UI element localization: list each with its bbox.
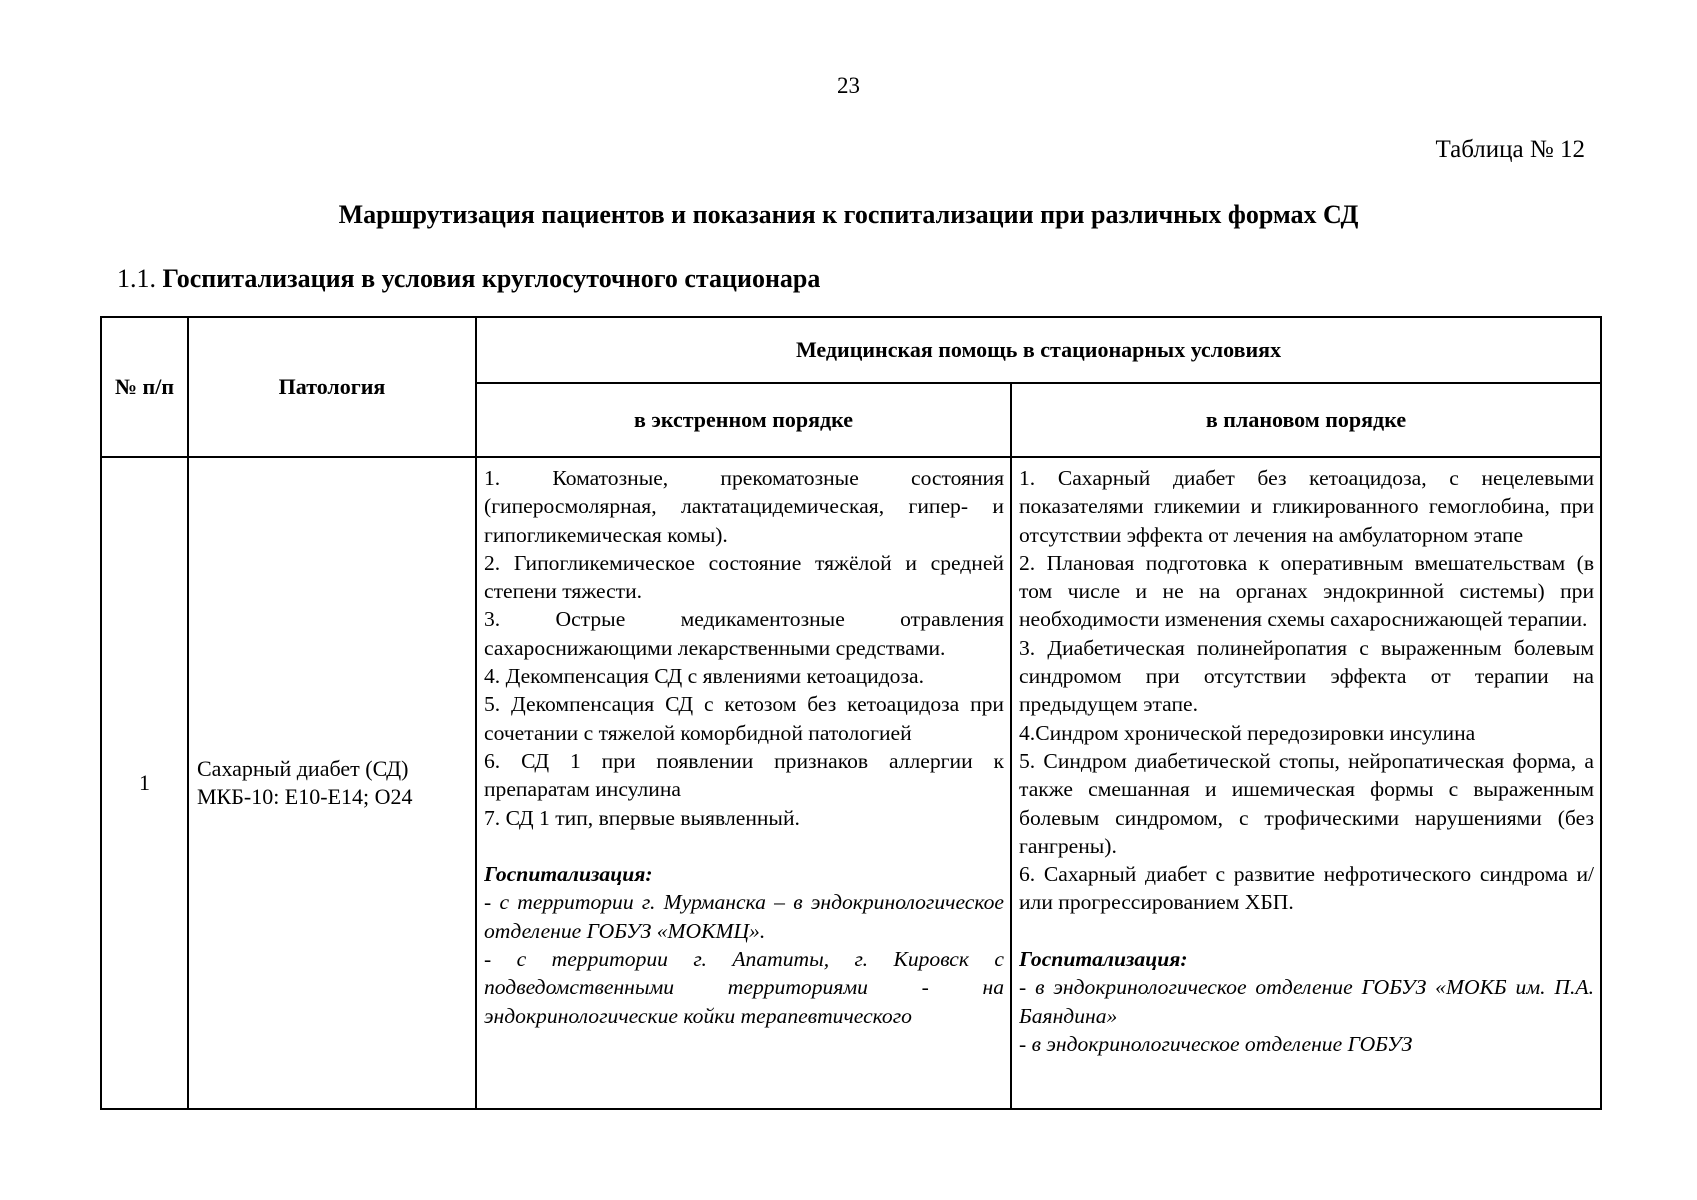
planned-item: 4.Синдром хронической передозировки инсулина [1019, 720, 1476, 745]
table-label: Таблица № 12 [1435, 136, 1585, 163]
emergency-hospitalization-label: Госпитализация: [484, 862, 653, 887]
planned-item: 2. Плановая подготовка к оперативным вмешательствам (в том числе и не на органах эндокринной системы) при необходимости изменения схемы сахароснижающей терапии. [1019, 550, 1595, 632]
section-title: Госпитализация в условия круглосуточного стационара [162, 264, 821, 293]
header-care: Медицинская помощь в стационарных условиях [476, 317, 1601, 383]
table-row [101, 457, 1601, 1109]
section-heading [117, 264, 820, 294]
planned-item: 5. Синдром диабетической стопы, нейропатическая форма, а также смешанная и ишемическая формы с выраженным болевым синдромом, с трофическими нарушениями (без гангрены). [1019, 748, 1595, 858]
emergency-hospitalization-item: - с территории г. Апатиты, г. Кировск с подведомственными территориями - на эндокринологические койки терапевтического [484, 947, 1004, 1028]
planned-cell [1011, 457, 1601, 1109]
emergency-cell [476, 457, 1011, 1109]
emergency-item: 6. СД 1 при появлении признаков аллергии к препаратам инсулина [484, 748, 1004, 802]
header-emergency: в экстренном порядке [476, 383, 1011, 457]
document-title: Маршрутизация пациентов и показания к госпитализации при различных формах СД [338, 200, 1359, 229]
row-pathology [188, 457, 476, 1109]
emergency-item: 1. Коматозные, прекоматозные состояния (гиперосмолярная, лактатацидемическая, гипер- и гипогликемическая комы). [484, 466, 1004, 547]
page-number: 23 [837, 73, 860, 98]
emergency-item: 5. Декомпенсация СД с кетозом без кетоацидоза при сочетании с тяжелой коморбидной патологией [484, 692, 1004, 745]
row-number: 1 [101, 457, 188, 1109]
emergency-item: 2. Гипогликемическое состояние тяжёлой и средней степени тяжести. [484, 550, 1004, 604]
emergency-item: 7. СД 1 тип, впервые выявленный. [484, 805, 800, 830]
planned-item: 6. Сахарный диабет с развитие нефротического синдрома и/или прогрессированием ХБП. [1019, 862, 1595, 915]
header-planned: в плановом порядке [1011, 383, 1601, 457]
planned-hospitalization-item: - в эндокринологическое отделение ГОБУЗ [1019, 1031, 1413, 1056]
header-pathology: Патология [188, 317, 476, 457]
pathology-name: Сахарный диабет (СД) [197, 756, 409, 781]
planned-hospitalization-item: - в эндокринологическое отделение ГОБУЗ «МОКБ им. П.А. Баяндина» [1019, 975, 1595, 1028]
emergency-item: 3. Острые медикаментозные отравления сахароснижающими лекарственными средствами. [484, 607, 1004, 660]
pathology-icd: МКБ-10: Е10-Е14; О24 [197, 784, 413, 809]
emergency-hospitalization-item: - с территории г. Мурманска – в эндокринологическое отделение ГОБУЗ «МОКМЦ». [484, 890, 1004, 943]
planned-item: 1. Сахарный диабет без кетоацидоза, с нецелевыми показателями гликемии и гликированного гемоглобина, при отсутствии эффекта от лечения на амбулаторном этапе [1019, 466, 1595, 547]
planned-item: 3. Диабетическая полинейропатия с выраженным болевым синдромом при отсутствии эффекта от терапии на предыдущем этапе. [1019, 635, 1595, 717]
emergency-item: 4. Декомпенсация СД с явлениями кетоацидоза. [484, 664, 924, 689]
routing-table [100, 316, 1602, 1110]
planned-hospitalization-label: Госпитализация: [1019, 947, 1188, 972]
header-num: № п/п [101, 317, 188, 457]
section-number: 1.1. [117, 264, 156, 293]
